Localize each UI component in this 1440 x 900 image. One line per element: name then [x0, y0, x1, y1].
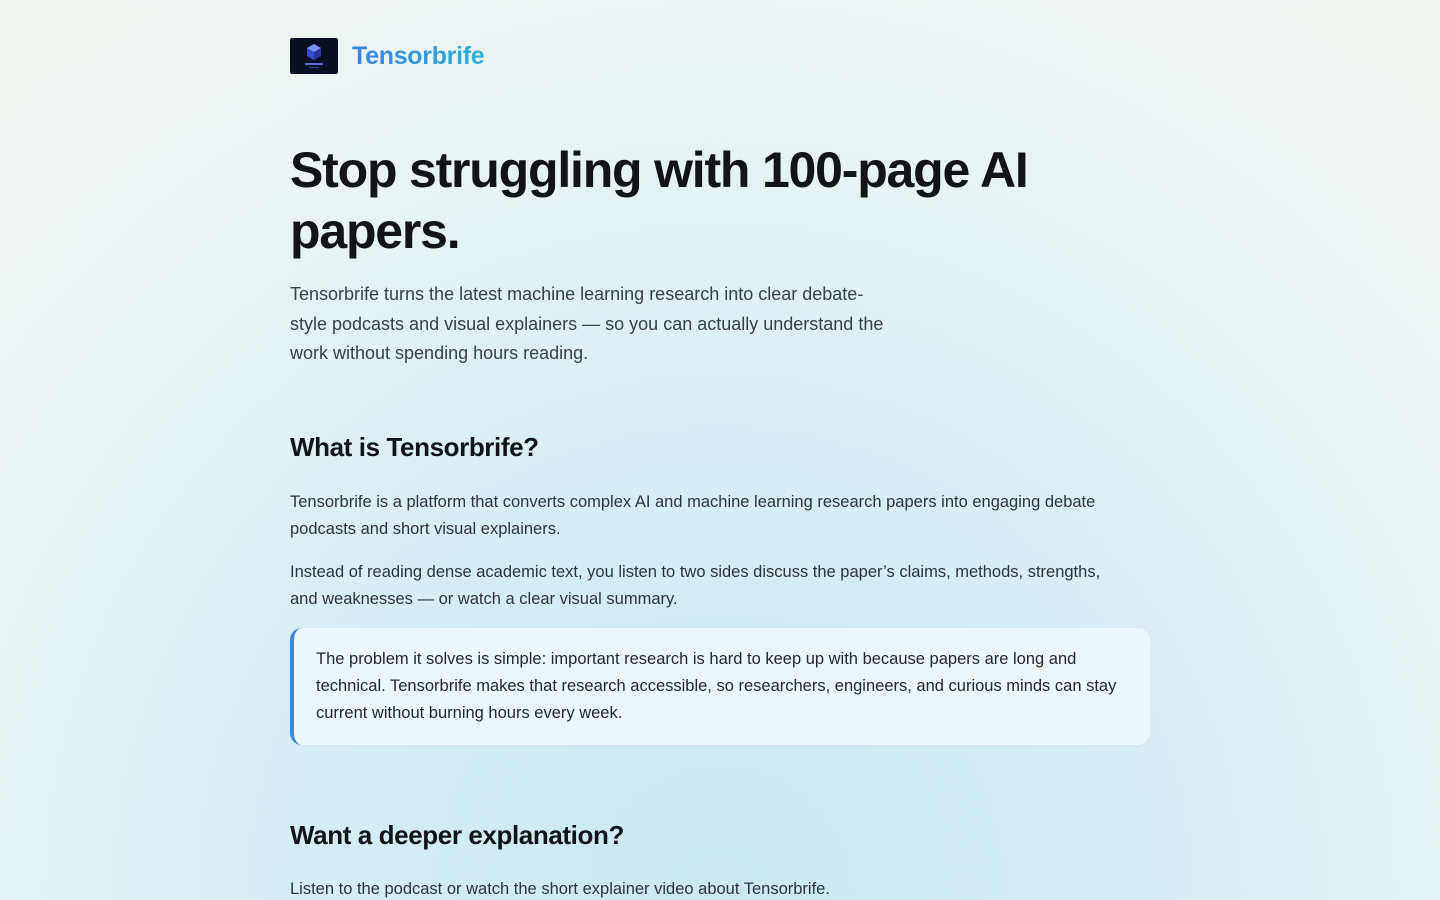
tensorbrife-logo-icon[interactable]	[290, 38, 338, 74]
brand-name[interactable]: Tensorbrife	[352, 41, 485, 70]
what-paragraph-2: Instead of reading dense academic text, you listen to two sides discuss the paper’s claims, methods, strengths, and weaknesses — or watch a clear visual summary.	[290, 563, 1101, 608]
brand-header[interactable]	[290, 38, 484, 74]
hero-title: Stop struggling with 100-page AI papers.	[290, 142, 1028, 259]
deeper-heading: Want a deeper explanation?	[290, 820, 624, 850]
hero-lead: Tensorbrife turns the latest machine learning research into clear debate-style podcasts and visual explainers — so you can actually understand the work without spending hours reading.	[290, 284, 884, 363]
what-heading: What is Tensorbrife?	[290, 432, 539, 462]
problem-callout: The problem it solves is simple: important research is hard to keep up with because papers are long and technical. Tensorbrife makes that research accessible, so researchers, engineers, and curious minds can stay current without burning hours every week.	[290, 628, 1150, 745]
deeper-paragraph: Listen to the podcast or watch the short explainer video about Tensorbrife.	[290, 880, 830, 898]
what-paragraph-1: Tensorbrife is a platform that converts complex AI and machine learning research papers into engaging debate podcasts and short visual explainers.	[290, 493, 1096, 538]
